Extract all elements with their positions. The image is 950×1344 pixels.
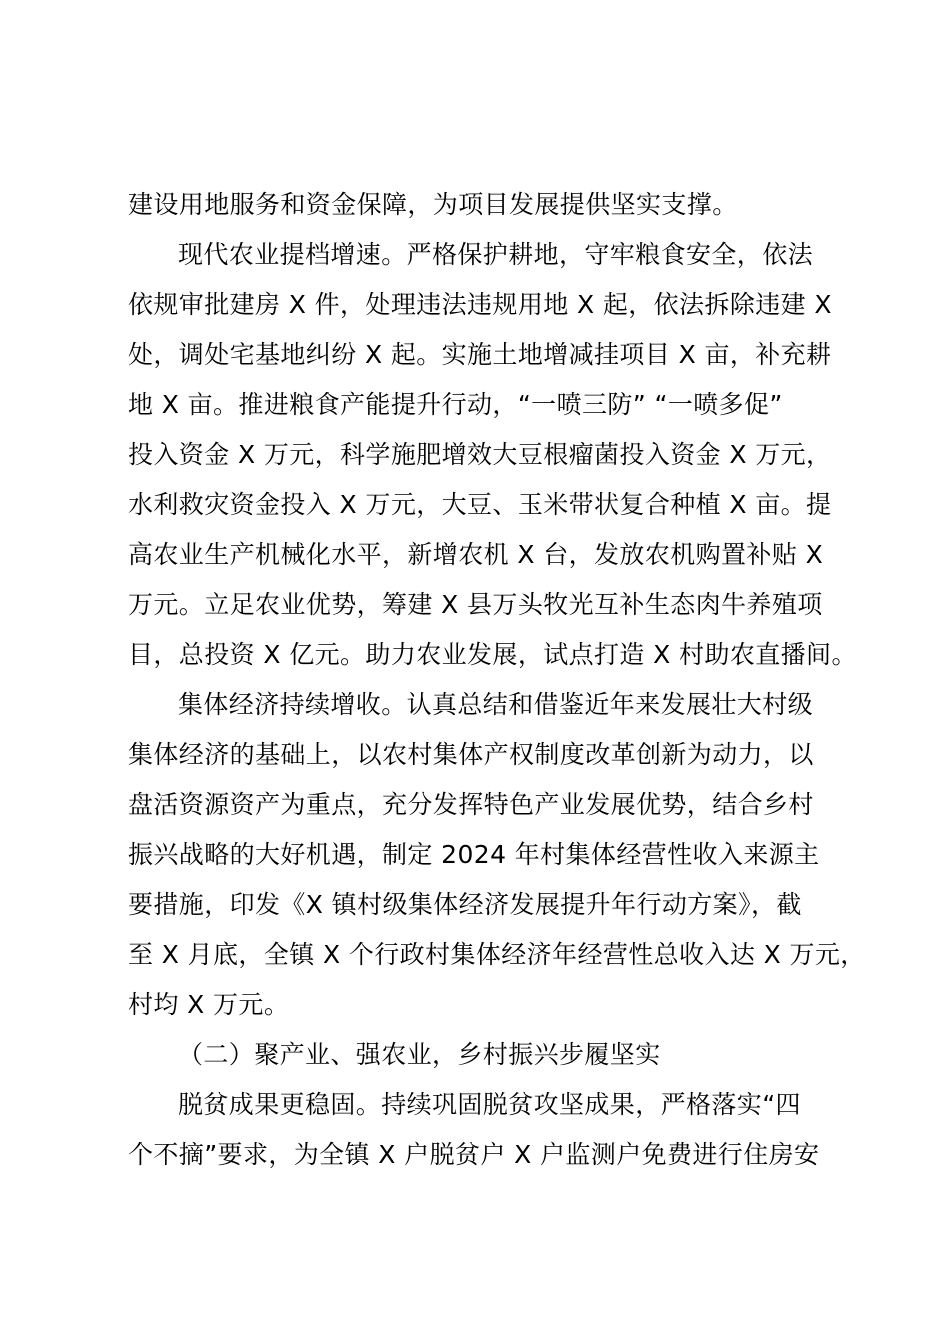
text-line: 高农业生产机械化水平，新增农机 X 台，发放农机购置补贴 X — [128, 540, 824, 569]
text-line: 处，调处宅基地纠纷 X 起。实施土地增减挂项目 X 亩，补充耕 — [128, 340, 832, 369]
text-line: 村均 X 万元。 — [128, 990, 290, 1019]
text-line: 目，总投资 X 亿元。助力农业发展，试点打造 X 村助农直播间。 — [128, 640, 857, 669]
text-line: 依规审批建房 X 件，处理违法违规用地 X 起，依法拆除违建 X — [128, 290, 832, 319]
text-line: 地 X 亩。推进粮食产能提升行动，“一喷三防” “一喷多促” — [128, 390, 783, 419]
text-line: 个不摘”要求，为全镇 X 户脱贫户 X 户监测户免费进行住房安 — [128, 1140, 820, 1169]
text-line: 万元。立足农业优势，筹建 X 县万头牧光互补生态肉牛养殖项 — [128, 590, 823, 619]
text-line: 盘活资源资产为重点，充分发挥特色产业发展优势，结合乡村 — [128, 790, 814, 819]
paragraph-start-line: 脱贫成果更稳固。持续巩固脱贫攻坚成果，严格落实“四 — [178, 1090, 801, 1119]
paragraph-start-line: 集体经济持续增收。认真总结和借鉴近年来发展壮大村级 — [178, 690, 814, 719]
paragraph-start-line: 现代农业提档增速。严格保护耕地，守牢粮食安全，依法 — [178, 240, 814, 269]
text-line: 投入资金 X 万元，科学施肥增效大豆根瘤菌投入资金 X 万元， — [128, 440, 832, 469]
text-line: 至 X 月底，全镇 X 个行政村集体经济年经营性总收入达 X 万元， — [128, 940, 866, 969]
section-heading: （二）聚产业、强农业，乡村振兴步履坚实 — [178, 1040, 661, 1069]
text-line: 振兴战略的大好机遇，制定 2024 年村集体经营性收入来源主 — [128, 840, 820, 869]
text-line: 集体经济的基础上，以农村集体产权制度改革创新为动力，以 — [128, 740, 814, 769]
text-line: 建设用地服务和资金保障，为项目发展提供坚实支撑。 — [128, 190, 738, 219]
text-line: 要措施，印发《X 镇村级集体经济发展提升年行动方案》，截 — [128, 890, 802, 919]
text-line: 水利救灾资金投入 X 万元，大豆、玉米带状复合种植 X 亩。提 — [128, 490, 832, 519]
